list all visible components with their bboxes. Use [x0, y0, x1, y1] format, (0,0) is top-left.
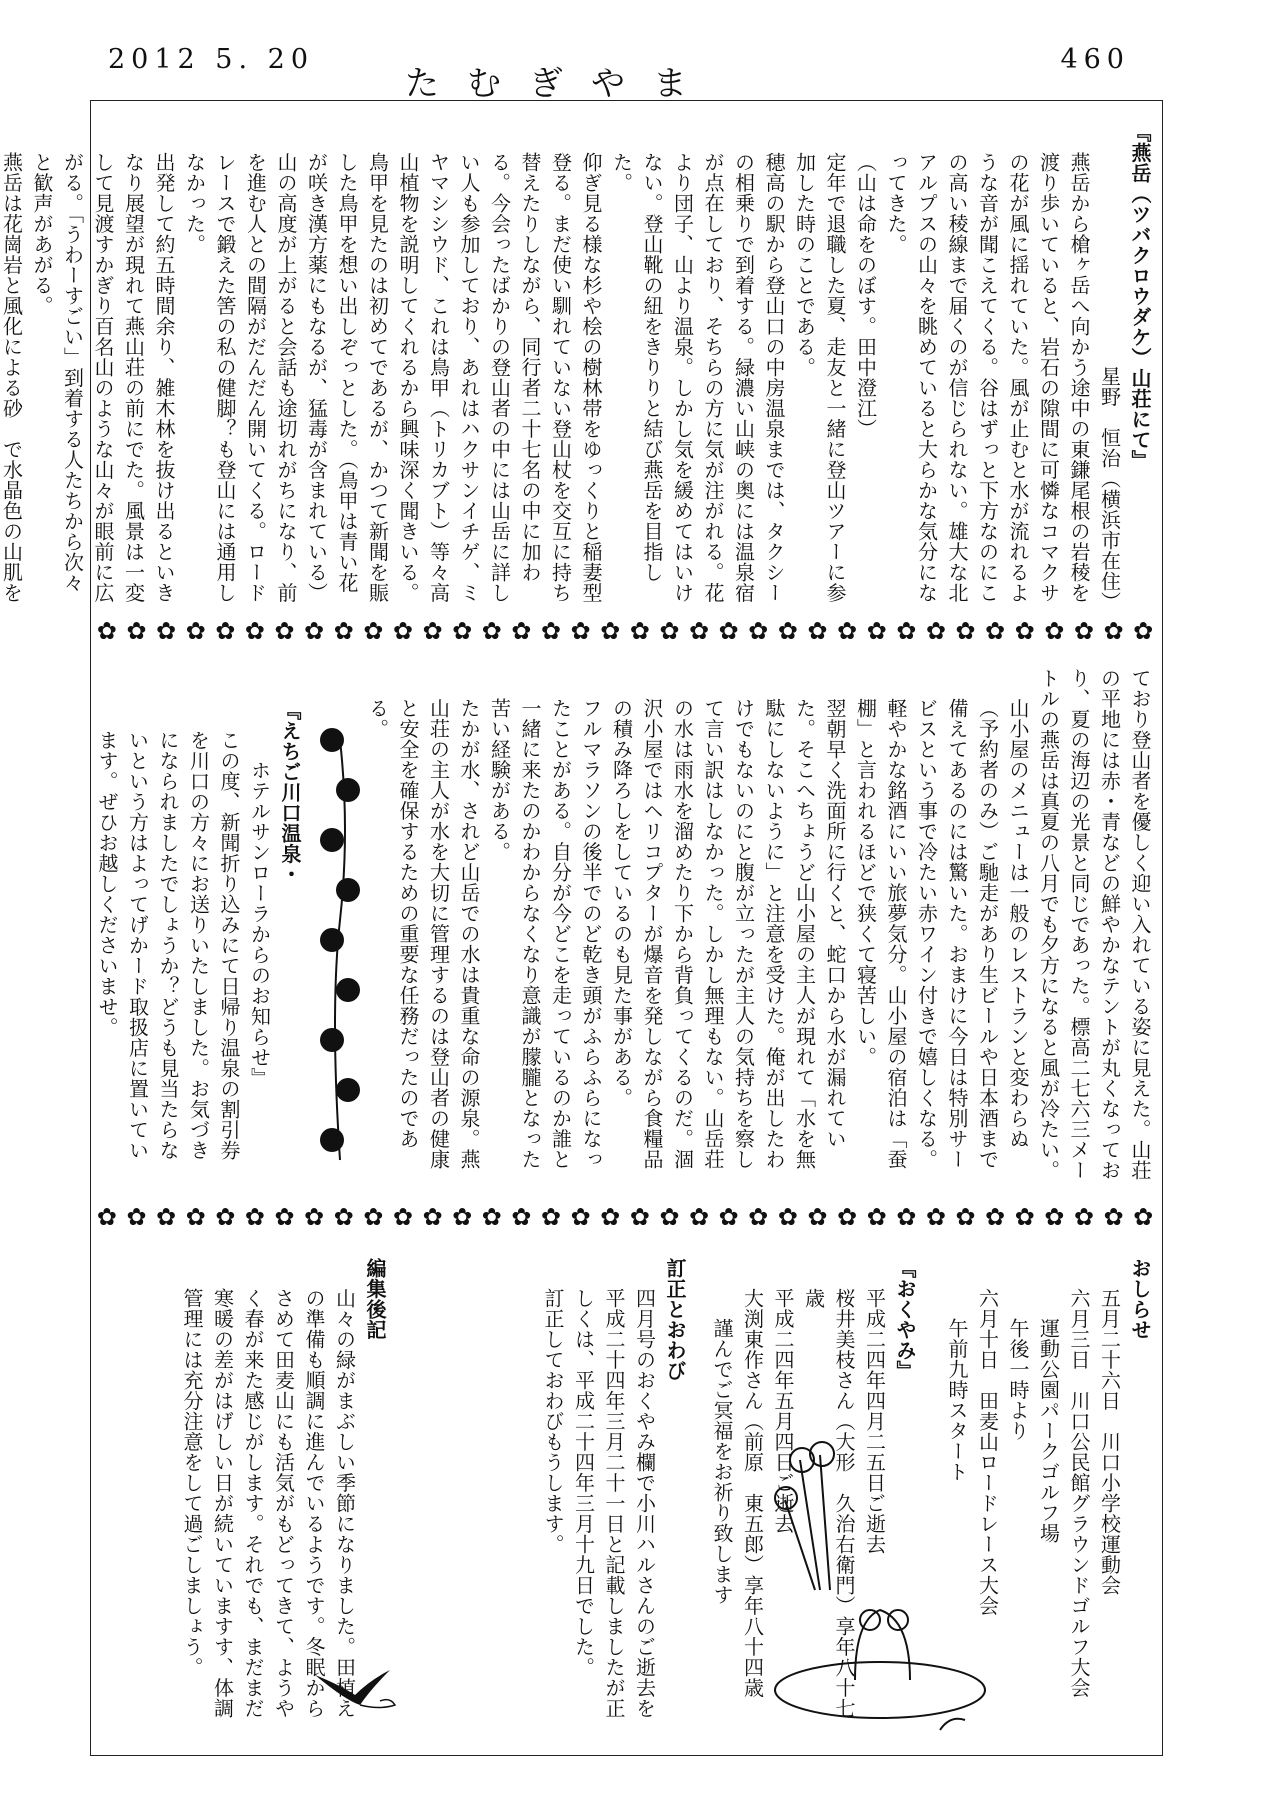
border-flower-icon: ✿ — [985, 1203, 1006, 1231]
border-flower-icon: ✿ — [1133, 617, 1154, 645]
border-flower-icon: ✿ — [718, 617, 739, 645]
notice-title: 『えちご川口温泉・ — [278, 700, 302, 885]
border-flower-icon: ✿ — [96, 1203, 117, 1231]
border-flower-icon: ✿ — [777, 617, 798, 645]
announcements-title: おしらせ — [1128, 1258, 1152, 1340]
border-flower-icon: ✿ — [511, 617, 532, 645]
border-flower-icon: ✿ — [955, 1203, 976, 1231]
border-flower-icon: ✿ — [688, 617, 710, 645]
border-flower-icon: ✿ — [1044, 1203, 1065, 1231]
border-flower-icon: ✿ — [629, 617, 650, 645]
notice-paragraph: この度、新聞折り込みにて日帰り温泉の割引券を川口の方々にお送りいたしました。お気づきになられましたでしょうか？どうも見当たらないという方はよってげかード取扱店に置いています。ぜひお越しくださいませ。 — [95, 730, 241, 1161]
border-flower-icon: ✿ — [244, 1203, 265, 1231]
border-flower-icon: ✿ — [748, 617, 769, 645]
border-flower-icon: ✿ — [570, 617, 591, 645]
article-paragraph: 山小屋のメニューは一般のレストランと変わらぬ（予約者のみ）ご馳走があり生ビールや日本酒まで備えてあるのには驚いた。おまけに今日は特別サービスという事で冷たい赤ワイン付きで嬉しくなる。軽やかな銘酒にいい旅夢気分。山小屋の宿泊は「蚕棚」と言われるほどで狭くて寝苦しい。 — [853, 698, 1030, 1170]
editorial-title: 編集後記 — [363, 1258, 387, 1340]
article-author: 星野 恒治（横浜市在住） — [1097, 366, 1122, 612]
border-flower-icon: ✿ — [511, 1203, 532, 1231]
border-flower-icon: ✿ — [659, 617, 680, 645]
condolence-line: 平成二四年四月二五日ご逝去 — [862, 1288, 887, 1555]
border-flower-icon: ✿ — [155, 617, 177, 645]
border-flower-icon: ✿ — [807, 1203, 828, 1231]
correction-line: 四月号のおくやみ欄で小川ハルさんのご逝去を平成二十四年三月二十一日と記載しましたが正しくは、平成二十四年三月十九日でした。 — [571, 1288, 657, 1719]
article-title: 『燕岳（ツバクロウダケ）山荘にて』 — [1128, 122, 1152, 471]
border-flower-icon: ✿ — [896, 617, 917, 645]
condolences-title: 『おくやみ』 — [893, 1258, 917, 1381]
decorative-border — [92, 1200, 1158, 1234]
border-flower-icon: ✿ — [1133, 1203, 1154, 1231]
ladybug-icon — [320, 828, 344, 852]
border-flower-icon: ✿ — [600, 617, 621, 645]
ladybug-icon — [320, 1128, 344, 1152]
announcement-item: 午前九時スタート — [945, 1318, 969, 1482]
border-flower-icon: ✿ — [96, 617, 117, 645]
notice-subtitle: ホテルサンローラからのお知らせ』 — [247, 760, 272, 1088]
border-flower-icon: ✿ — [1014, 617, 1035, 645]
editorial-postscript — [130, 1258, 390, 1728]
border-flower-icon: ✿ — [126, 617, 147, 645]
border-flower-icon: ✿ — [629, 1203, 650, 1231]
article-paragraph: 仰ぎ見る様な杉や桧の樹林帯をゆっくりと稲妻型登る。まだ使い馴れていない登山杖を交互に持ち替えたりしながら、同行者二十七名の中に加わる。今会ったばかりの登山者の中には山岳に詳しい人も参加しており、あれはハクサンイチゲ、ミヤマシシウド、これは鳥甲（トリカブト）等々高山植物を説明してくれるから興味深く聞きいる。鳥甲を見たのは初めてであるが、かつて新聞を賑した鳥甲を想い出しぞっとした。（鳥甲は青い花が咲き漢方薬にもなるが、猛毒が含まれている）山の高度が上がると会話も途切れがちになり、前を進む人との間隔がだんだん開いてくる。ロードレースで鍛えた筈の私の健脚？も登山には通用しなかった。 — [182, 152, 603, 603]
border-flower-icon: ✿ — [274, 617, 295, 645]
clover-icon — [320, 928, 344, 952]
border-flower-icon: ✿ — [452, 1203, 473, 1231]
border-flower-icon: ✿ — [363, 1203, 384, 1231]
border-flower-icon: ✿ — [1014, 1203, 1035, 1231]
announcement-item: 六月三日 川口公民館グラウンドゴルフ大会 — [1067, 1288, 1091, 1698]
border-flower-icon: ✿ — [600, 1203, 621, 1231]
border-flower-icon: ✿ — [274, 1203, 295, 1231]
border-flower-icon: ✿ — [836, 1203, 858, 1231]
article-paragraph: 燕岳は花崗岩と風化による砂 で水晶色の山肌を — [0, 152, 24, 603]
announcement-item: 五月二十六日 川口小学校運動会 — [1097, 1288, 1122, 1596]
border-flower-icon: ✿ — [333, 617, 354, 645]
border-flower-icon: ✿ — [185, 1203, 206, 1231]
border-flower-icon: ✿ — [333, 1203, 354, 1231]
condolences — [700, 1258, 920, 1728]
border-flower-icon: ✿ — [540, 617, 561, 645]
border-flower-icon: ✿ — [777, 1203, 798, 1231]
article-paragraph: （山は命をのぼす。田中澄江） — [853, 152, 878, 439]
border-flower-icon: ✿ — [748, 1203, 769, 1231]
clover-icon — [320, 1028, 344, 1052]
border-flower-icon: ✿ — [422, 1203, 443, 1231]
article-paragraph: 出発して約五時間余り、雑木林を抜け出るといきなり展望が現れて燕山荘の前にでた。風景は一変して見渡すかぎり百名山のような山々が眼前に広がる。「うわーすごい」到着する人たちから次々と歓声があがる。 — [30, 152, 176, 603]
clover-ladybug-illustration — [310, 720, 370, 1180]
border-flower-icon: ✿ — [718, 1203, 739, 1231]
border-flower-icon: ✿ — [185, 617, 206, 645]
border-flower-icon: ✿ — [392, 617, 413, 645]
ladybug-icon — [336, 978, 360, 1002]
border-flower-icon: ✿ — [215, 617, 236, 645]
border-flower-icon: ✿ — [304, 617, 325, 645]
correction-line: 訂正しておわびもうします。 — [541, 1288, 565, 1555]
correction-notice — [500, 1258, 690, 1728]
notice-echigo-onsen — [95, 700, 305, 1170]
border-flower-icon: ✿ — [925, 617, 946, 645]
border-flower-icon: ✿ — [452, 617, 473, 645]
article-paragraph: 定年で退職した夏、走友と一緒に登山ツアーに参加した時のことである。 — [792, 152, 847, 603]
border-flower-icon: ✿ — [481, 1203, 502, 1231]
border-flower-icon: ✿ — [659, 1203, 680, 1231]
article-continuation — [365, 668, 1155, 1188]
issue-date: 2012 5. 20 — [108, 44, 314, 75]
decorative-border — [92, 614, 1158, 648]
border-flower-icon: ✿ — [1103, 1203, 1124, 1231]
border-flower-icon: ✿ — [985, 617, 1006, 645]
border-flower-icon: ✿ — [155, 1203, 177, 1231]
border-flower-icon: ✿ — [1044, 617, 1065, 645]
border-flower-icon: ✿ — [304, 1203, 325, 1231]
clover-icon — [320, 728, 344, 752]
border-flower-icon: ✿ — [1073, 1203, 1094, 1231]
article-paragraph: 燕岳から槍ヶ岳へ向かう途中の東鎌尾根の岩稜を渡り歩いていると、岩石の隙間に可憐なコマクサの花が風に揺れていた。風が止むと水が流れるような音が聞こえてくる。谷はずっと下方なのにこの高い稜線まで届くのが信じられない。雄大な北アルプスの山々を眺めていると大らかな気分になってきた。 — [884, 152, 1091, 603]
border-flower-icon: ✿ — [866, 617, 887, 645]
article-paragraph: フルマラソンの後半でのど乾き頭がふらふらになったことがある。自分が今どこを走っているのか誰と一緒に来たのかわからなくなり意識が朦朧となった苦い経験がある。 — [487, 698, 603, 1170]
announcement-item: 六月十日 田麦山ロードレース大会 — [975, 1288, 1000, 1616]
condolence-line: 大渕東作さん（前原 東五郎）享年八十四歳 — [740, 1288, 765, 1698]
correction-title: 訂正とおわび — [663, 1258, 687, 1381]
clover-icon — [336, 1078, 360, 1102]
border-flower-icon: ✿ — [866, 1203, 887, 1231]
issue-number: 460 — [1060, 44, 1130, 75]
condolence-line: 平成二四年五月四日ご逝去 — [771, 1288, 795, 1534]
clover-icon — [336, 778, 360, 802]
editorial-paragraph: 山々の緑がまぶしい季節になりました。田植えの準備も順調に進んでいるようです。冬眠からさめて田麦山にも活気がもどってきて、ようやく春が来た感じがします。それでも、まだまだ寒暖の差がはげしい日が続いていますす、体調管理には充分注意をして過ごしましょう。 — [180, 1288, 357, 1719]
article-paragraph: 穂高の駅から登山口の中房温泉までは、タクシーの相乗りで到着する。緑濃い山峡の奥には温泉宿が点在しており、そちらの方に気が注がれる。花より団子、山より温泉。しかし気を緩めてはいけない。登山靴の紐をきりりと結び燕岳を目指した。 — [609, 152, 786, 603]
condolence-line: 桜井美枝さん（大形 久治右衛門）享年八十七歳 — [801, 1288, 856, 1719]
article-paragraph: ており登山者を優しく迎い入れている姿に見えた。山荘の平地には赤・青などの鮮やかなテントが丸くなっており、夏の海辺の光景と同じであった。標高二七六三メートルの燕岳は真夏の八月でも夕方になると風が冷たい。 — [1036, 668, 1152, 1181]
border-flower-icon: ✿ — [925, 1203, 946, 1231]
border-flower-icon: ✿ — [244, 617, 265, 645]
article-paragraph: たかが水、されど山岳での水は貴重な命の源泉。燕山荘の主人が水を大切に管理するのは登山者の健康と安全を確保するための重要な任務だったのである。 — [365, 698, 481, 1170]
announcement-item: 午後一時より — [1006, 1318, 1030, 1441]
newsletter-title: たむぎやま — [405, 64, 715, 104]
border-flower-icon: ✿ — [215, 1203, 236, 1231]
condolence-line: 謹んでご冥福をお祈り致します — [710, 1318, 734, 1605]
article-paragraph: 翌朝早く洗面所に行くと、蛇口から水が漏れていた。そこへちょうど山小屋の主人が現れて「水を無駄にしないように」と注意を受けた。俺が出したわけでもないのにと腹が立ったが主人の気持ちを察して言い訳はしなかった。しかし無理もない。山岳荘の水は雨水を溜めたり下から背負ってくるのだ。涸沢小屋ではヘリコプターが爆音を発しながら食糧品の積み降ろしをしているのも見た事がある。 — [609, 698, 847, 1170]
border-flower-icon: ✿ — [1103, 617, 1124, 645]
article-tsubakuro — [0, 122, 1155, 612]
border-flower-icon: ✿ — [392, 1203, 413, 1231]
border-flower-icon: ✿ — [836, 617, 858, 645]
border-flower-icon: ✿ — [955, 617, 976, 645]
border-flower-icon: ✿ — [896, 1203, 917, 1231]
border-flower-icon: ✿ — [688, 1203, 710, 1231]
border-flower-icon: ✿ — [422, 617, 443, 645]
border-flower-icon: ✿ — [1073, 617, 1094, 645]
border-flower-icon: ✿ — [570, 1203, 591, 1231]
border-flower-icon: ✿ — [481, 617, 502, 645]
border-flower-icon: ✿ — [126, 1203, 147, 1231]
announcement-item: 運動公園パークゴルフ場 — [1036, 1318, 1061, 1544]
border-flower-icon: ✿ — [807, 617, 828, 645]
border-flower-icon: ✿ — [363, 617, 384, 645]
border-flower-icon: ✿ — [540, 1203, 561, 1231]
clover-icon — [336, 878, 360, 902]
